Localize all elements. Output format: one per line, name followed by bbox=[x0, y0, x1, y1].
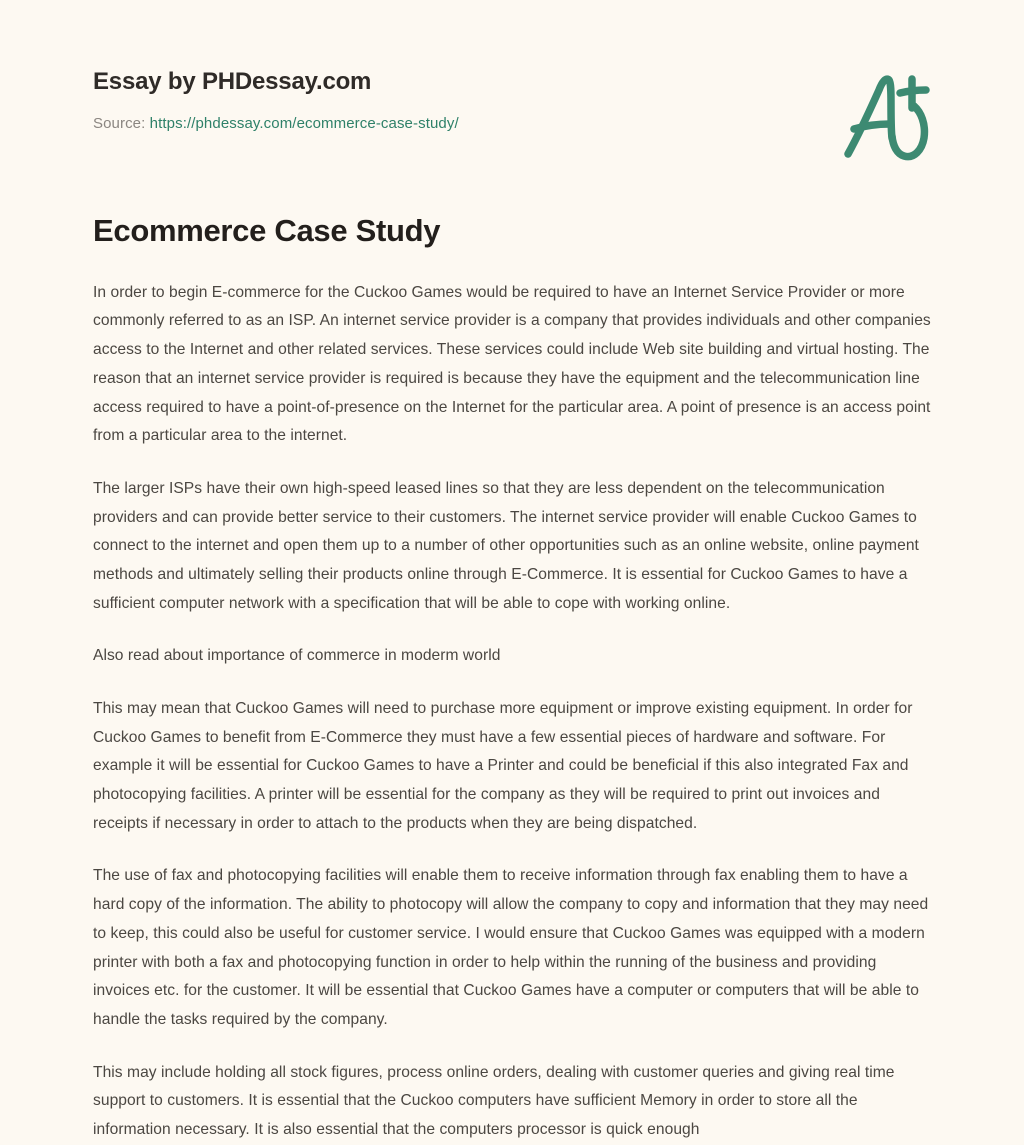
brand-title: Essay by PHDessay.com bbox=[93, 68, 372, 95]
article-body bbox=[93, 279, 933, 1145]
article bbox=[93, 212, 933, 1145]
paragraph: The larger ISPs have their own high-speed leased lines so that they are less dependent on the telecommunication providers and can provide better service to their customers. The internet service provider will enable Cuckoo Games to connect to the internet and open them up to a number of other opportunities such as an online website, online payment methods and ultimately selling their products online through E-Commerce. It is essential for Cuckoo Games to have a sufficient computer network with a specification that will be able to cope with working online. bbox=[93, 479, 919, 612]
page-title: Ecommerce Case Study bbox=[93, 213, 441, 248]
paragraph: This may include holding all stock figures, process online orders, dealing with customer queries and giving real time support to customers. It is essential that the Cuckoo computers have sufficient Memory in order to store all the information necessary. It is also essential that the computers processor is quick enough bbox=[93, 1063, 895, 1138]
paragraph: In order to begin E-commerce for the Cuckoo Games would be required to have an Internet Service Provider or more commonly referred to as an ISP. An internet service provider is a company that provides individuals and other companies access to the Internet and other related services. These services could include Web site building and virtual hosting. The reason that an internet service provider is required is because they have the equipment and the telecommunication line access required to have a point-of-presence on the Internet for the particular area. A point of presence is an access point from a particular area to the internet. bbox=[93, 283, 931, 445]
paragraph: The use of fax and photocopying facilities will enable them to receive information through fax enabling them to have a hard copy of the information. The ability to photocopy will allow the company to copy and information that they may need to keep, this could also be useful for customer service. I would ensure that Cuckoo Games was equipped with a modern printer with both a fax and photocopying function in order to help within the running of the business and providing invoices etc. for the customer. It will be essential that Cuckoo Games have a computer or computers that will be able to handle the tasks required by the company. bbox=[93, 867, 929, 1028]
paragraph: This may mean that Cuckoo Games will need to purchase more equipment or improve existing equipment. In order for Cuckoo Games to benefit from E-Commerce they must have a few essential pieces of hardware and software. For example it will be essential for Cuckoo Games to have a Printer and could be beneficial if this also integrated Fax and photocopying facilities. A printer will be essential for the company as they will be required to print out invoices and receipts if necessary in order to attach to the products when they are being dispatched. bbox=[93, 700, 913, 832]
source-label: Source: bbox=[93, 114, 150, 132]
document-header bbox=[93, 68, 933, 133]
source-url-link[interactable]: https://phdessay.com/ecommerce-case-study/ bbox=[149, 114, 459, 132]
a-plus-logo bbox=[834, 66, 944, 166]
related-read-note: Also read about importance of commerce in moderm world bbox=[93, 647, 501, 665]
source-line bbox=[93, 114, 933, 134]
